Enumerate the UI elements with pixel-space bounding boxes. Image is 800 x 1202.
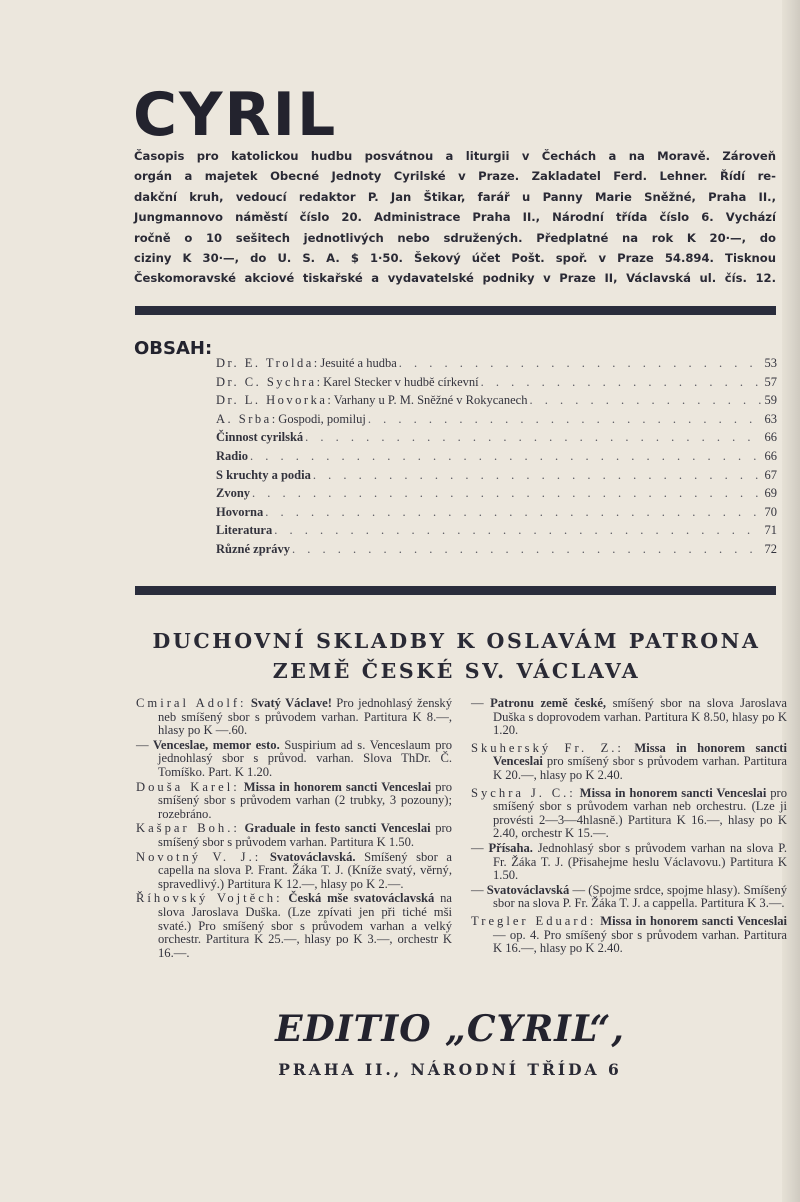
leader-dots <box>305 430 762 445</box>
composition-entry <box>136 697 452 738</box>
leader-dots <box>252 486 762 501</box>
leader-dots <box>274 523 762 538</box>
leader-dots <box>250 449 763 464</box>
work-description: pro smíšený sbor s průvodem varhan (2 trubky, 3 pozouny); rozebráno. <box>158 779 452 821</box>
publisher-name: EDITIO „CYRIL“, <box>275 1008 625 1050</box>
toc-title: : Karel Stecker v hudbě církevní <box>316 374 479 389</box>
intro-paragraph <box>134 146 776 289</box>
composition-entry <box>136 892 452 960</box>
toc-item <box>216 486 777 505</box>
magazine-title: CYRIL <box>133 80 338 150</box>
leader-dots <box>399 356 763 371</box>
advert-column-right <box>471 697 787 957</box>
table-of-contents <box>216 356 777 561</box>
toc-title: Činnost cyrilská <box>216 430 304 445</box>
composer-name: Skuherský Fr. Z.: <box>471 740 624 755</box>
advert-title-line: DUCHOVNÍ SKLADBY K OSLAVÁM PATRONA <box>152 629 761 653</box>
work-title: Missa in honorem sancti Venceslai <box>239 779 432 794</box>
toc-title: Hovorna <box>216 504 264 519</box>
toc-item <box>216 412 777 431</box>
intro-line: dakční kruh, vedoucí redaktor P. Jan Štikar, farář u Panny Marie Sněžné, Praha II., <box>134 189 776 204</box>
intro-line: Jungmannovo náměstí číslo 20. Administrace Praha II., Národní třída číslo 6. Vychází <box>134 210 776 225</box>
toc-page: 53 <box>764 356 777 370</box>
leader-dots <box>481 375 763 390</box>
advert-title <box>134 626 779 686</box>
intro-line: Časopis pro katolickou hudbu posvátnou a liturgii v Čechách a na Moravě. Zároveň <box>134 149 776 163</box>
work-title: Graduale in festo sancti Venceslai <box>239 821 431 836</box>
toc-author: Dr. C. Sychra <box>216 374 317 389</box>
toc-heading: OBSAH: <box>134 338 213 359</box>
toc-page: 70 <box>764 504 777 519</box>
work-description: pro smíšený sbor s průvodem varhan. Partitura K 1.50. <box>158 821 452 849</box>
composer-name: Kašpar Boh.: <box>136 821 240 836</box>
work-title: Přísaha. <box>483 840 533 855</box>
toc-page: 67 <box>764 467 777 482</box>
page-edge-shadow <box>782 0 800 1202</box>
toc-page: 72 <box>764 541 777 556</box>
intro-line: orgán a majetek Obecné Jednoty Cyrilské v Praze. Zakladatel Ferd. Lehner. Řídí re- <box>134 169 776 184</box>
composer-name: Novotný V. J.: <box>136 849 262 864</box>
leader-dots <box>529 393 762 408</box>
intro-line: Českomoravské akciové tiskařské a vydavatelské podniky v Praze II, Václavská ul. čís. 12. <box>134 271 776 286</box>
composer-name: Říhovský Vojtěch: <box>136 891 283 906</box>
work-title: Venceslae, memor esto. <box>148 737 280 752</box>
composer-name: Douša Karel: <box>136 779 240 794</box>
toc-item <box>216 430 777 449</box>
toc-item <box>216 393 777 412</box>
composition-entry <box>471 742 787 783</box>
toc-title: Zvony <box>216 486 251 501</box>
work-description: pro smíšený sbor s průvodem varhan. Partitura K 20.—, hlasy po K 2.40. <box>493 754 787 782</box>
leader-dots <box>368 412 763 427</box>
composer-name: Cmiral Adolf: <box>136 696 247 710</box>
work-title: Svatý Václave! <box>246 696 332 710</box>
work-description: na slova Jaroslava Duška. (Lze zpívati jen při tiché mši svaté.) Pro smíšený sbor s průvodem varhan a velký orchestr. Partitura K 25.—, hlasy po K 3.—, orchestr K 16.—. <box>158 891 452 960</box>
toc-item <box>216 356 777 375</box>
toc-item <box>216 375 777 394</box>
publisher-address: PRAHA II., NÁRODNÍ TŘÍDA 6 <box>278 1060 622 1079</box>
composer-name: Tregler Eduard: <box>471 913 597 928</box>
composition-entry <box>136 851 452 892</box>
work-title: Svatováclavská. <box>261 849 356 864</box>
toc-title: : Jesuité a hudba <box>313 356 397 370</box>
divider-bar <box>135 306 776 315</box>
composer-name: — <box>471 696 484 710</box>
toc-item <box>216 523 777 542</box>
work-description: Jednohlasý sbor s průvodem varhan na slova P. Fr. Žáka T. J. (Přisahejme heslu Václavovu.) Partitura K 1.50. <box>493 840 788 883</box>
toc-author: A. Srba <box>216 411 272 426</box>
composer-name: Sychra J. C.: <box>471 785 576 800</box>
work-title: Patronu země české, <box>483 696 607 710</box>
toc-title: S kruchty a podia <box>216 467 311 482</box>
toc-item <box>216 449 777 468</box>
toc-author: Dr. L. Hovorka <box>216 393 328 408</box>
toc-title: : Gospodi, pomiluj <box>271 411 366 426</box>
toc-author: Dr. E. Trolda <box>216 356 314 370</box>
toc-page: 59 <box>764 393 777 408</box>
work-description: Pro jednohlasý ženský neb smíšený sbor s průvodem varhan. Partitura K 8.—, hlasy po K —.60. <box>158 696 453 738</box>
toc-page: 71 <box>764 523 777 538</box>
toc-title: Literatura <box>216 523 273 538</box>
work-title: Missa in honorem sancti Venceslai <box>493 740 787 769</box>
toc-page: 66 <box>764 448 777 463</box>
work-description: Suspirium ad s. Venceslaum pro jednohlasý sbor s průvod. varhan. Slova ThDr. Č. Tomíško. Part. K 1.20. <box>158 737 452 779</box>
work-title: Missa in honorem sancti Venceslai <box>575 785 767 800</box>
work-description: Smíšený sbor a capella na slova P. Frant. Žáka T. J. (Kníže svatý, věrný, spravedlivý.) Partitura K 12.—, hlasy po K 2.—. <box>158 849 452 891</box>
toc-page: 57 <box>764 374 777 389</box>
work-title: Svatováclavská <box>483 882 570 897</box>
composition-entry <box>471 697 787 738</box>
toc-title: : Varhany u P. M. Sněžné v Rokycanech <box>327 393 528 408</box>
composer-name: — <box>471 840 484 855</box>
work-description: smíšený sbor na slova Jaroslava Duška s doprovodem varhan. Partitura K 8.50, hlasy po K 1.20. <box>493 696 787 738</box>
work-description: — (Spojme srdce, spojme hlasy). Smíšený sbor na slova P. Fr. Žáka T. J. a cappella. Partitura K 3.—. <box>493 882 787 911</box>
leader-dots <box>292 542 763 557</box>
work-description: — op. 4. Pro smíšený sbor s průvodem varhan. Partitura K 16.—, hlasy po K 2.40. <box>493 927 787 956</box>
toc-page: 69 <box>764 486 777 501</box>
work-title: Česká mše svatováclavská <box>282 891 435 906</box>
advert-title-line: ZEMĚ ČESKÉ SV. VÁCLAVA <box>272 659 641 683</box>
composer-name: — <box>471 882 484 897</box>
composition-entry <box>471 915 787 956</box>
work-description: pro smíšený sbor s průvodem varhan neb orchestru. (Lze ji provésti 2—3—4hlasně.) Partitura K 16.—, hlasy po K 2.40, orchestr K 15.—. <box>493 785 787 841</box>
leader-dots <box>313 468 763 483</box>
toc-item <box>216 468 777 487</box>
composition-entry <box>136 739 452 780</box>
toc-item <box>216 542 777 561</box>
leader-dots <box>265 505 762 520</box>
toc-title: Různé zprávy <box>216 541 290 556</box>
advert-column-left <box>136 697 452 961</box>
toc-title: Radio <box>216 448 248 463</box>
divider-bar <box>135 586 776 595</box>
intro-line: ročně o 10 sešitech jednotlivých nebo sdružených. Předplatné na rok K 20·—, do <box>134 230 776 245</box>
composition-entry <box>471 842 787 883</box>
work-title: Missa in honorem sancti Venceslai <box>596 913 787 928</box>
composition-entry <box>136 822 452 849</box>
toc-page: 63 <box>764 411 777 426</box>
toc-page: 66 <box>764 430 777 445</box>
composer-name: — <box>136 737 149 752</box>
intro-line: ciziny K 30·—, do U. S. A. $ 1·50. Šekový účet Pošt. spoř. v Praze 54.894. Tisknou <box>134 251 776 266</box>
toc-item <box>216 505 777 524</box>
composition-entry <box>471 787 787 841</box>
composition-entry <box>471 884 787 911</box>
composition-entry <box>136 781 452 822</box>
